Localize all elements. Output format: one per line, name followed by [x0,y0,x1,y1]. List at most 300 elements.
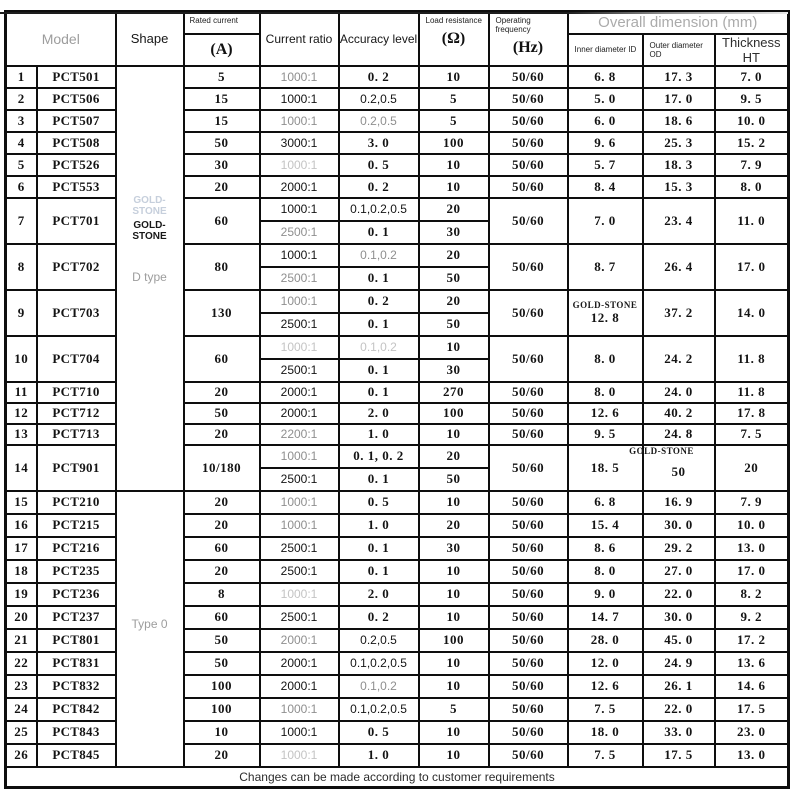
row-number: 21 [6,629,37,652]
outer-diameter-cell: 17. 0 [643,88,715,110]
accuracy-cell: 0. 1 [339,221,419,244]
accuracy-cell: 1. 0 [339,514,419,537]
shape-type-0-cell [116,491,184,767]
row-number: 7 [6,198,37,244]
load-resistance-cell: 50 [419,468,489,491]
accuracy-cell: 0. 1 [339,313,419,336]
outer-diameter-cell: 22. 0 [643,698,715,721]
row-number: 23 [6,675,37,698]
model-cell: PCT703 [37,290,116,336]
rated-current-cell: 100 [184,698,260,721]
inner-diameter-cell: 9. 6 [568,132,643,154]
shape-label-d-type: D type [132,269,167,284]
inner-diameter-cell: 18. 0 [568,721,643,744]
rated-current-cell: 15 [184,88,260,110]
model-cell: PCT553 [37,176,116,198]
accuracy-cell: 0.1,0.2,0.5 [339,698,419,721]
accuracy-cell: 0. 1 [339,468,419,491]
rated-current-cell: 60 [184,336,260,382]
thickness-cell: 7. 9 [715,154,789,176]
header-outer-diameter: Outer diameter OD [643,34,715,66]
frequency-cell: 50/60 [489,110,568,132]
current-ratio-cell: 1000:1 [260,583,339,606]
current-ratio-cell: 1000:1 [260,110,339,132]
row-number: 6 [6,176,37,198]
row-number: 12 [6,403,37,424]
current-ratio-cell: 3000:1 [260,132,339,154]
load-resistance-cell: 10 [419,606,489,629]
rated-current-cell: 80 [184,244,260,290]
accuracy-cell: 0.2,0.5 [339,88,419,110]
row-number: 22 [6,652,37,675]
load-resistance-cell: 50 [419,267,489,290]
current-ratio-cell: 2500:1 [260,359,339,382]
model-cell: PCT507 [37,110,116,132]
model-cell: PCT701 [37,198,116,244]
outer-diameter-cell: 24. 8 [643,424,715,445]
frequency-cell: 50/60 [489,698,568,721]
inner-diameter-cell: 9. 5 [568,424,643,445]
accuracy-cell: 0. 5 [339,154,419,176]
outer-diameter-cell: 16. 9 [643,491,715,514]
thickness-cell: 7. 9 [715,491,789,514]
row-number: 24 [6,698,37,721]
rated-current-cell: 20 [184,424,260,445]
frequency-cell: 50/60 [489,198,568,244]
header-rated-current-unit: (A) [184,34,260,66]
header-load-resistance [419,12,489,66]
row-number: 15 [6,491,37,514]
header-inner-diameter: Inner diameter ID [568,34,643,66]
accuracy-cell: 0. 5 [339,721,419,744]
current-ratio-cell: 1000:1 [260,721,339,744]
outer-diameter-cell: 24. 9 [643,652,715,675]
current-ratio-cell: 1000:1 [260,514,339,537]
model-cell: PCT842 [37,698,116,721]
row-number: 14 [6,445,37,491]
load-resistance-cell: 10 [419,583,489,606]
load-resistance-cell: 10 [419,66,489,88]
rated-current-cell: 10 [184,721,260,744]
inner-diameter-cell: 8. 7 [568,244,643,290]
outer-diameter-cell: 25. 3 [643,132,715,154]
model-cell: PCT501 [37,66,116,88]
row-number: 20 [6,606,37,629]
frequency-cell: 50/60 [489,403,568,424]
model-cell: PCT712 [37,403,116,424]
inner-diameter-cell: 12. 0 [568,652,643,675]
table-row [6,491,789,514]
rated-current-cell: 60 [184,606,260,629]
current-ratio-cell: 2500:1 [260,221,339,244]
thickness-cell: 23. 0 [715,721,789,744]
inner-diameter-cell: 7. 5 [568,744,643,767]
accuracy-cell: 1. 0 [339,744,419,767]
row-number: 16 [6,514,37,537]
inner-diameter-cell: 15. 4 [568,514,643,537]
load-resistance-cell: 20 [419,514,489,537]
header-load-resistance-label: Load resistance [425,16,482,25]
model-cell: PCT702 [37,244,116,290]
rated-current-cell: 50 [184,403,260,424]
load-resistance-cell: 100 [419,403,489,424]
outer-diameter-cell: 24. 0 [643,382,715,403]
row-number: 18 [6,560,37,583]
header-overall-dimension: Overall dimension (mm) [568,12,789,34]
outer-diameter-cell: 30. 0 [643,514,715,537]
header-operating-frequency [489,12,568,66]
model-cell: PCT704 [37,336,116,382]
thickness-cell: 11. 8 [715,336,789,382]
frequency-cell: 50/60 [489,491,568,514]
accuracy-cell: 3. 0 [339,132,419,154]
current-ratio-cell: 2500:1 [260,313,339,336]
rated-current-cell: 20 [184,744,260,767]
accuracy-cell: 0. 2 [339,66,419,88]
row-number: 2 [6,88,37,110]
load-resistance-cell: 270 [419,382,489,403]
thickness-cell: 13. 0 [715,744,789,767]
thickness-cell: 17. 2 [715,629,789,652]
thickness-cell: 13. 0 [715,537,789,560]
load-resistance-cell: 10 [419,491,489,514]
inner-diameter-cell: 5. 7 [568,154,643,176]
gold-stone-watermark: GOLD-STONE [572,299,638,310]
outer-diameter-cell: 27. 0 [643,560,715,583]
row-number: 8 [6,244,37,290]
load-resistance-cell: 10 [419,560,489,583]
header-load-resistance-unit: (Ω) [441,30,466,47]
outer-diameter-cell: 17. 5 [643,744,715,767]
current-ratio-cell: 1000:1 [260,154,339,176]
model-cell: PCT901 [37,445,116,491]
thickness-cell: 7. 5 [715,424,789,445]
inner-diameter-cell: 12. 6 [568,403,643,424]
inner-diameter-cell: 8. 0 [568,336,643,382]
row-number: 25 [6,721,37,744]
load-resistance-cell: 10 [419,424,489,445]
rated-current-cell: 20 [184,560,260,583]
current-ratio-cell: 2000:1 [260,176,339,198]
rated-current-cell: 130 [184,290,260,336]
outer-diameter-cell: 33. 0 [643,721,715,744]
inner-diameter-cell: 5. 0 [568,88,643,110]
row-number: 10 [6,336,37,382]
rated-current-cell: 20 [184,491,260,514]
frequency-cell: 50/60 [489,66,568,88]
frequency-cell: 50/60 [489,290,568,336]
footer-note: Changes can be made according to customer requirements [6,767,789,788]
frequency-cell: 50/60 [489,652,568,675]
frequency-cell: 50/60 [489,514,568,537]
current-ratio-cell: 1000:1 [260,336,339,359]
model-cell: PCT508 [37,132,116,154]
outer-diameter-cell: 26. 1 [643,675,715,698]
frequency-cell: 50/60 [489,336,568,382]
frequency-cell: 50/60 [489,583,568,606]
current-ratio-cell: 2500:1 [260,537,339,560]
accuracy-cell: 0. 1 [339,537,419,560]
row-number: 13 [6,424,37,445]
table-row [6,66,789,88]
thickness-cell: 11. 8 [715,382,789,403]
rated-current-cell: 50 [184,652,260,675]
frequency-cell: 50/60 [489,675,568,698]
current-ratio-cell: 2000:1 [260,403,339,424]
thickness-cell: 14. 0 [715,290,789,336]
current-ratio-cell: 1000:1 [260,744,339,767]
accuracy-cell: 2. 0 [339,583,419,606]
inner-diameter-cell: 8. 0 [568,382,643,403]
model-cell: PCT526 [37,154,116,176]
rated-current-cell: 60 [184,537,260,560]
frequency-cell: 50/60 [489,560,568,583]
frequency-cell: 50/60 [489,382,568,403]
rated-current-cell: 5 [184,66,260,88]
header-operating-frequency-unit: (Hz) [512,39,544,56]
thickness-cell: 17. 0 [715,244,789,290]
thickness-cell: 8. 0 [715,176,789,198]
accuracy-cell: 0.1,0.2,0.5 [339,198,419,221]
load-resistance-cell: 100 [419,629,489,652]
load-resistance-cell: 5 [419,88,489,110]
rated-current-cell: 8 [184,583,260,606]
thickness-cell: 13. 6 [715,652,789,675]
gold-stone-watermark: GOLD-STONE [629,445,694,456]
frequency-cell: 50/60 [489,176,568,198]
header-current-ratio: Current ratio [260,12,339,66]
load-resistance-cell: 10 [419,154,489,176]
accuracy-cell: 0.2,0.5 [339,110,419,132]
current-ratio-cell: 2500:1 [260,267,339,290]
accuracy-cell: 0.1,0.2 [339,675,419,698]
top-border-artifact [0,12,788,14]
current-ratio-cell: 2000:1 [260,675,339,698]
accuracy-cell: 0.1,0.2,0.5 [339,652,419,675]
model-cell: PCT237 [37,606,116,629]
outer-diameter-cell: 26. 4 [643,244,715,290]
row-number: 19 [6,583,37,606]
outer-diameter-cell: 30. 0 [643,606,715,629]
current-ratio-cell: 1000:1 [260,198,339,221]
rated-current-cell: 20 [184,176,260,198]
current-ratio-cell: 2500:1 [260,468,339,491]
inner-diameter-cell: 12. 6 [568,675,643,698]
frequency-cell: 50/60 [489,537,568,560]
current-ratio-cell: 2200:1 [260,424,339,445]
accuracy-cell: 0. 5 [339,491,419,514]
current-ratio-cell: 1000:1 [260,244,339,267]
row-number: 4 [6,132,37,154]
frequency-cell: 50/60 [489,721,568,744]
thickness-cell: 17. 0 [715,560,789,583]
load-resistance-cell: 50 [419,313,489,336]
header-thickness: Thickness HT [715,34,789,66]
inner-diameter-cell: 7. 0 [568,198,643,244]
model-cell: PCT713 [37,424,116,445]
row-number: 5 [6,154,37,176]
outer-diameter-cell [629,445,715,491]
load-resistance-cell: 30 [419,537,489,560]
header-shape: Shape [116,12,184,66]
shape-d-type-cell [116,66,184,491]
load-resistance-cell: 5 [419,110,489,132]
thickness-cell: 10. 0 [715,514,789,537]
inner-diameter-cell: 9. 0 [568,583,643,606]
accuracy-cell: 2. 0 [339,403,419,424]
header-operating-frequency-label: Operating frequency [495,16,531,34]
accuracy-cell: 0. 1 [339,359,419,382]
rated-current-cell: 10/180 [184,445,260,491]
outer-diameter-cell: 40. 2 [643,403,715,424]
model-cell: PCT506 [37,88,116,110]
thickness-cell: 9. 2 [715,606,789,629]
thickness-cell: 10. 0 [715,110,789,132]
accuracy-cell: 0.2,0.5 [339,629,419,652]
load-resistance-cell: 10 [419,721,489,744]
current-ratio-cell: 2500:1 [260,606,339,629]
current-ratio-cell: 1000:1 [260,66,339,88]
rated-current-cell: 15 [184,110,260,132]
model-cell: PCT235 [37,560,116,583]
outer-diameter-cell: 45. 0 [643,629,715,652]
load-resistance-cell: 10 [419,675,489,698]
inner-diameter-cell: 7. 5 [568,698,643,721]
outer-diameter-cell: 37. 2 [643,290,715,336]
outer-diameter-cell: 18. 6 [643,110,715,132]
frequency-cell: 50/60 [489,244,568,290]
thickness-cell: 8. 2 [715,583,789,606]
current-ratio-cell: 1000:1 [260,445,339,468]
frequency-cell: 50/60 [489,606,568,629]
outer-diameter-cell: 23. 4 [643,198,715,244]
rated-current-cell: 20 [184,382,260,403]
rated-current-cell: 60 [184,198,260,244]
row-number: 1 [6,66,37,88]
accuracy-cell: 1. 0 [339,424,419,445]
current-ratio-cell: 1000:1 [260,290,339,313]
current-ratio-cell: 1000:1 [260,88,339,110]
inner-diameter-cell [568,290,643,336]
inner-diameter-cell: 28. 0 [568,629,643,652]
frequency-cell: 50/60 [489,132,568,154]
row-number: 17 [6,537,37,560]
frequency-cell: 50/60 [489,629,568,652]
current-ratio-cell: 2500:1 [260,560,339,583]
spec-table [4,10,790,789]
row-number: 11 [6,382,37,403]
load-resistance-cell: 10 [419,744,489,767]
thickness-cell: 17. 5 [715,698,789,721]
load-resistance-cell: 10 [419,652,489,675]
load-resistance-cell: 20 [419,445,489,468]
model-cell: PCT831 [37,652,116,675]
thickness-cell: 11. 0 [715,198,789,244]
frequency-cell: 50/60 [489,424,568,445]
model-cell: PCT236 [37,583,116,606]
frequency-cell: 50/60 [489,744,568,767]
inner-diameter-cell: 6. 8 [568,66,643,88]
row-number: 26 [6,744,37,767]
frequency-cell: 50/60 [489,154,568,176]
frequency-cell: 50/60 [489,445,568,491]
accuracy-cell: 0. 1, 0. 2 [339,445,419,468]
rated-current-cell: 50 [184,132,260,154]
thickness-cell: 9. 5 [715,88,789,110]
inner-diameter-cell: 18. 5 [568,445,643,491]
inner-diameter-value: 12. 8 [590,309,620,325]
current-ratio-cell: 2000:1 [260,629,339,652]
gold-stone-watermark: GOLD-STONE [132,194,167,217]
inner-diameter-cell: 8. 4 [568,176,643,198]
thickness-cell: 14. 6 [715,675,789,698]
rated-current-cell: 30 [184,154,260,176]
model-cell: PCT216 [37,537,116,560]
model-cell: PCT845 [37,744,116,767]
header-accuracy-level: Accuracy level [339,12,419,66]
outer-diameter-value: 50 [671,463,686,479]
outer-diameter-cell: 15. 3 [643,176,715,198]
load-resistance-cell: 20 [419,244,489,267]
current-ratio-cell: 2000:1 [260,652,339,675]
accuracy-cell: 0.1,0.2 [339,336,419,359]
load-resistance-cell: 20 [419,198,489,221]
load-resistance-cell: 30 [419,359,489,382]
rated-current-cell: 100 [184,675,260,698]
inner-diameter-cell: 6. 8 [568,491,643,514]
current-ratio-cell: 1000:1 [260,698,339,721]
inner-diameter-cell: 6. 0 [568,110,643,132]
accuracy-cell: 0. 2 [339,176,419,198]
load-resistance-cell: 5 [419,698,489,721]
frequency-cell: 50/60 [489,88,568,110]
row-number: 9 [6,290,37,336]
row-number: 3 [6,110,37,132]
rated-current-cell: 50 [184,629,260,652]
accuracy-cell: 0. 1 [339,382,419,403]
inner-diameter-cell: 8. 6 [568,537,643,560]
accuracy-cell: 0. 2 [339,290,419,313]
accuracy-cell: 0. 2 [339,606,419,629]
header-rated-current-label: Rated current [184,12,260,34]
accuracy-cell: 0. 1 [339,267,419,290]
current-ratio-cell: 2000:1 [260,382,339,403]
accuracy-cell: 0. 1 [339,560,419,583]
outer-diameter-cell: 24. 2 [643,336,715,382]
inner-diameter-cell: 14. 7 [568,606,643,629]
thickness-cell: 15. 2 [715,132,789,154]
shape-label-type-0: Type 0 [131,616,168,631]
header-model: Model [6,12,116,66]
table-header [6,12,789,66]
inner-diameter-cell: 8. 0 [568,560,643,583]
thickness-cell: 20 [715,445,789,491]
load-resistance-cell: 100 [419,132,489,154]
thickness-cell: 7. 0 [715,66,789,88]
load-resistance-cell: 30 [419,221,489,244]
outer-diameter-cell: 29. 2 [643,537,715,560]
gold-stone-watermark: GOLD-STONE [132,219,167,242]
load-resistance-cell: 10 [419,176,489,198]
outer-diameter-cell: 22. 0 [643,583,715,606]
load-resistance-cell: 20 [419,290,489,313]
outer-diameter-cell: 17. 3 [643,66,715,88]
rated-current-cell: 20 [184,514,260,537]
model-cell: PCT215 [37,514,116,537]
thickness-cell: 17. 8 [715,403,789,424]
accuracy-cell: 0.1,0.2 [339,244,419,267]
outer-diameter-cell: 18. 3 [643,154,715,176]
